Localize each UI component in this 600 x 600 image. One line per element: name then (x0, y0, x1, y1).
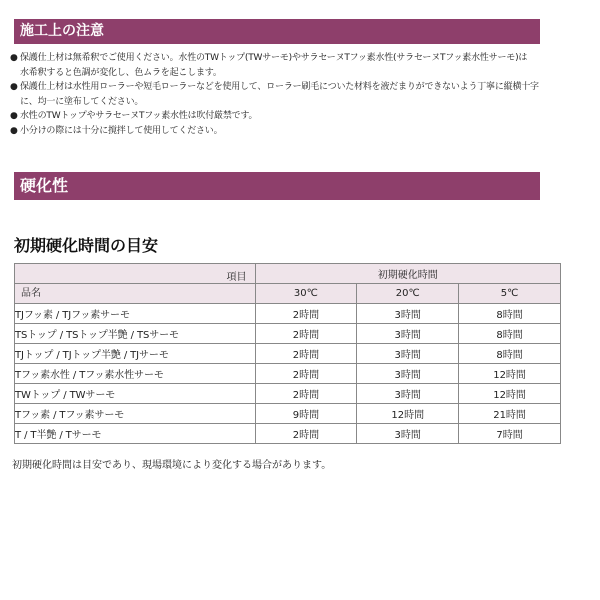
time-value: 12時間 (459, 364, 561, 384)
note-item (10, 109, 596, 124)
time-value: 21時間 (459, 404, 561, 424)
time-value: 2時間 (255, 424, 357, 444)
section-title: 硬化性 (20, 176, 69, 195)
time-value: 3時間 (357, 364, 459, 384)
table-heading: 初期硬化時間の目安 (14, 236, 159, 255)
time-value: 3時間 (357, 344, 459, 364)
table-row (15, 404, 561, 424)
corner-label-item: 項目 (226, 272, 247, 283)
note-text: 小分けの際には十分に撹拌して使用してください。 (20, 125, 223, 136)
note-text: 水性のTWトップやサラセーヌTフッ素水性は吹付厳禁です。 (20, 111, 258, 121)
time-value: 12時間 (459, 384, 561, 404)
time-value: 8時間 (459, 324, 561, 344)
table-row (15, 384, 561, 404)
table-row (15, 324, 561, 344)
note-item (10, 80, 596, 109)
time-value: 2時間 (255, 384, 357, 404)
product-name: TJトップ / TJトップ半艶 / TJサーモ (15, 344, 256, 364)
time-value: 3時間 (357, 324, 459, 344)
product-name: TWトップ / TWサーモ (15, 384, 256, 404)
section-title: 施工上の注意 (20, 23, 104, 39)
time-value: 9時間 (255, 404, 357, 424)
time-value: 2時間 (255, 344, 357, 364)
note-text: に、均一に塗布してください。 (20, 96, 144, 107)
column-header-30c: 30℃ (255, 284, 357, 304)
note-text: 保護仕上材は無希釈でご使用ください。水性のTWトップ(TWサーモ)やサラセーヌTフッ素水性(サラセーヌTフッ素水性サーモ)は (20, 53, 528, 63)
time-value: 2時間 (255, 364, 357, 384)
product-name: Tフッ素 / Tフッ素サーモ (15, 404, 256, 424)
section-header-hardening (14, 172, 540, 200)
time-value: 3時間 (357, 424, 459, 444)
table-row (15, 344, 561, 364)
table-row (15, 364, 561, 384)
time-value: 12時間 (357, 404, 459, 424)
time-value: 8時間 (459, 304, 561, 324)
group-header: 初期硬化時間 (255, 264, 561, 284)
time-value: 8時間 (459, 344, 561, 364)
time-value: 7時間 (459, 424, 561, 444)
table-footnote: 初期硬化時間は目安であり、現場環境により変化する場合があります。 (12, 460, 332, 471)
note-item (10, 124, 596, 139)
product-name: Tフッ素水性 / Tフッ素水性サーモ (15, 364, 256, 384)
note-text: 保護仕上材は水性用ローラーや短毛ローラーなどを使用して、ローラー刷毛についた材料を液だまりができないよう丁寧に縦横十字 (20, 82, 539, 92)
time-value: 2時間 (255, 324, 357, 344)
section-header-precautions (14, 19, 540, 44)
time-value: 3時間 (357, 384, 459, 404)
column-header-20c: 20℃ (357, 284, 459, 304)
product-name: TSトップ / TSトップ半艶 / TSサーモ (15, 324, 256, 344)
note-item (10, 51, 596, 80)
product-name: T / T半艶 / Tサーモ (15, 424, 256, 444)
hardening-time-table (14, 263, 561, 444)
corner-label-product: 品名 (21, 288, 41, 299)
time-value: 2時間 (255, 304, 357, 324)
precautions-list (10, 51, 596, 138)
column-header-5c: 5℃ (459, 284, 561, 304)
table-row (15, 424, 561, 444)
note-text: 水希釈すると色調が変化し、色ムラを起こします。 (20, 67, 222, 78)
time-value: 3時間 (357, 304, 459, 324)
table-corner-header (15, 264, 256, 304)
table-row (15, 304, 561, 324)
product-name: TJフッ素 / TJフッ素サーモ (15, 304, 256, 324)
